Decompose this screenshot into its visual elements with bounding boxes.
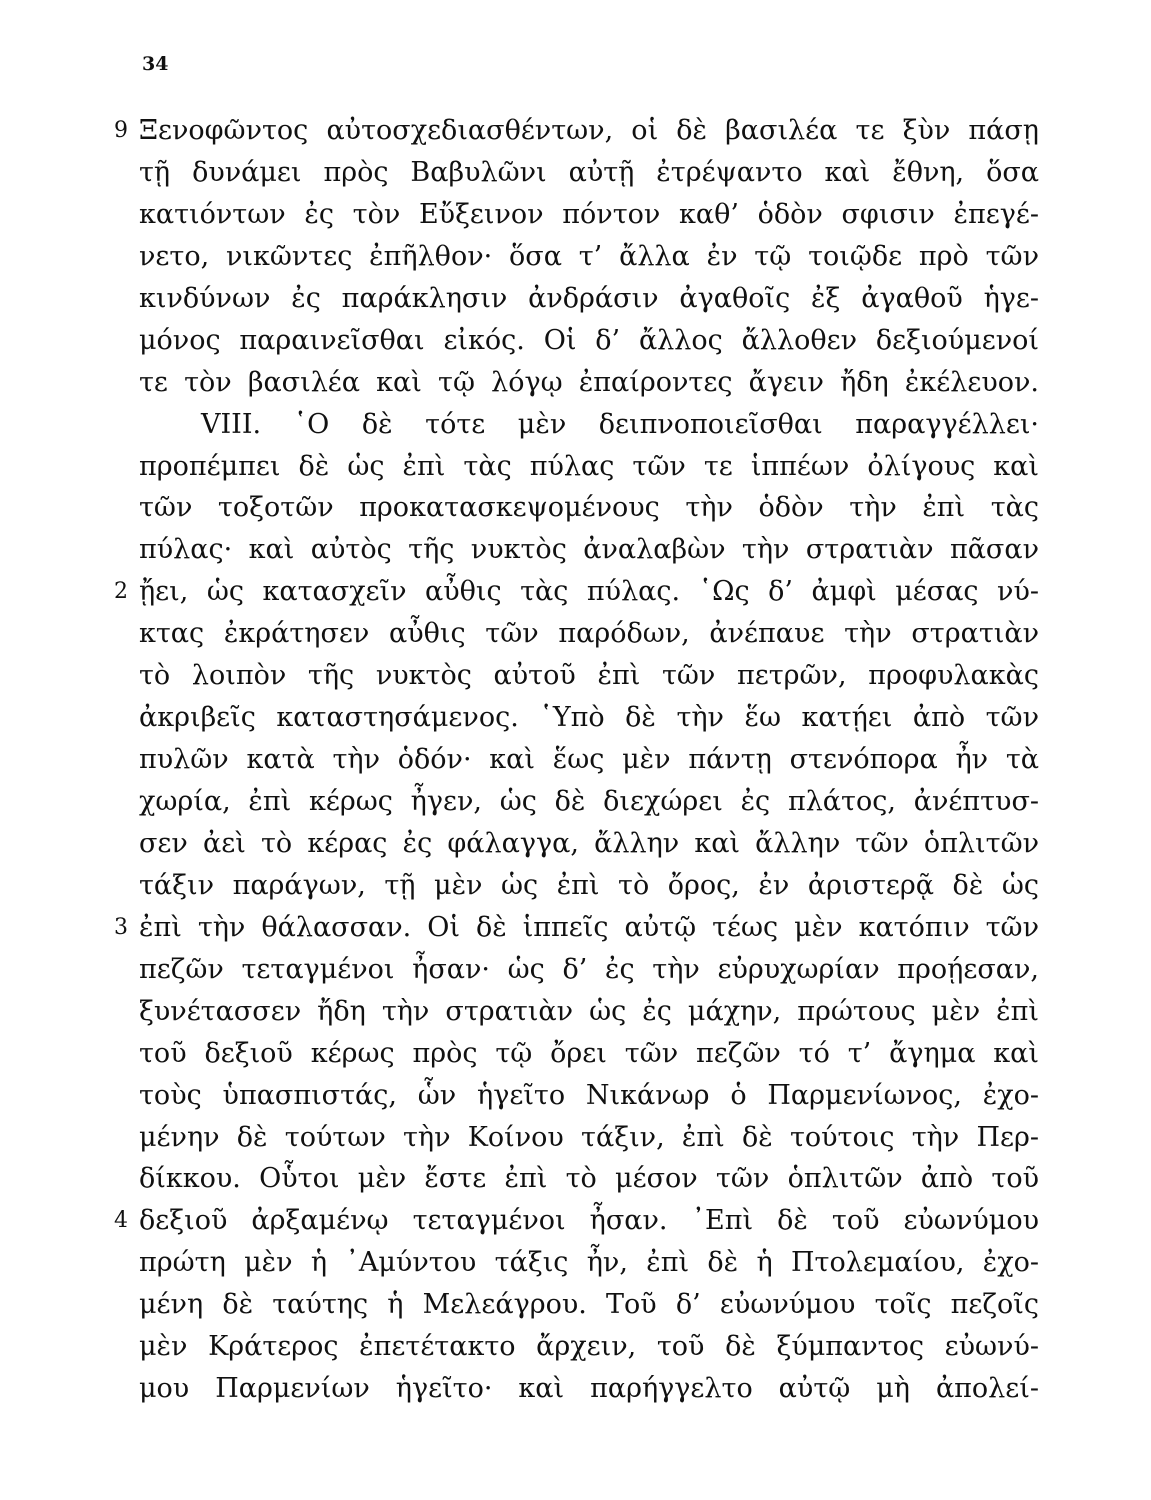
line-text: ἐπὶ τὴν θάλασσαν. Οἱ δὲ ἱππεῖς αὐτῷ τέως μὲν κατόπιν τῶν [139,911,1039,943]
text-line [139,1117,1039,1159]
line-text: κτας ἐκράτησεν αὖθις τῶν παρόδων, ἀνέπαυε τὴν στρατιὰν [139,618,1039,650]
text-line [139,236,1039,278]
text-line [139,613,1039,655]
text-line [139,529,1039,571]
line-text: VIII. ῾Ο δὲ τότε μὲν δειπνοποιεῖσθαι παραγγέλλει· [201,408,1039,440]
line-text: τῇ δυνάμει πρὸς Βαβυλῶνι αὐτῇ ἐτρέψαντο καὶ ἔθνη, ὅσα [139,156,1039,188]
line-text: δεξιοῦ ἀρξαμένῳ τεταγμένοι ἦσαν. ᾿Επὶ δὲ τοῦ εὐωνύμου [139,1205,1039,1237]
text-line [139,1158,1039,1200]
page-number: 34 [142,53,169,75]
text-line [139,655,1039,697]
line-text: τῶν τοξοτῶν προκατασκεψομένους τὴν ὁδὸν τὴν ἐπὶ τὰς [139,492,1039,524]
section-number: 9 [114,118,128,143]
text-line [139,194,1039,236]
text-line [114,907,1039,949]
text-line [139,278,1039,320]
text-line [139,991,1039,1033]
line-text: ξυνέτασσεν ἤδη τὴν στρατιὰν ὡς ἐς μάχην, πρώτους μὲν ἐπὶ [139,995,1039,1027]
line-text: χωρία, ἐπὶ κέρως ἦγεν, ὡς δὲ διεχώρει ἐς πλάτος, ἀνέπτυσ- [139,786,1039,817]
text-line [114,1200,1039,1242]
text-line [139,865,1039,907]
text-line [139,1033,1039,1075]
line-text: μένην δὲ τούτων τὴν Κοίνου τάξιν, ἐπὶ δὲ τούτοις τὴν Περ- [139,1121,1039,1153]
text-line [139,1284,1039,1326]
text-line [139,697,1039,739]
line-text: κατιόντων ἐς τὸν Εὔξεινον πόντον καθ’ ὁδὸν σφισιν ἐπεγέ- [139,198,1039,230]
text-line [139,487,1039,529]
line-text: ᾔει, ὡς κατασχεῖν αὖθις τὰς πύλας. ῾Ως δ’ ἀμφὶ μέσας νύ- [139,576,1039,608]
line-text: σεν ἀεὶ τὸ κέρας ἐς φάλαγγα, ἄλλην καὶ ἄλλην τῶν ὁπλιτῶν [139,827,1039,859]
line-text: πεζῶν τεταγμένοι ἦσαν· ὡς δ’ ἐς τὴν εὐρυχωρίαν προῄεσαν, [139,953,1039,985]
text-line [139,949,1039,991]
line-text: ἀκριβεῖς καταστησάμενος. ῾Υπὸ δὲ τὴν ἕω κατῄει ἀπὸ τῶν [139,702,1039,734]
text-line [139,1368,1039,1410]
line-text: μόνος παραινεῖσθαι εἰκός. Οἱ δ’ ἄλλος ἄλλοθεν δεξιούμενοί [139,324,1039,356]
line-text: Ξενοφῶντος αὐτοσχεδιασθέντων, οἱ δὲ βασιλέα τε ξὺν πάσῃ [139,115,1039,146]
text-line [139,404,1039,446]
line-text: τάξιν παράγων, τῇ μὲν ὡς ἐπὶ τὸ ὄρος, ἐν ἀριστερᾷ δὲ ὡς [139,869,1039,901]
text-line [139,362,1039,404]
section-number: 3 [114,914,128,940]
line-text: μου Παρμενίων ἡγεῖτο· καὶ παρήγγελτο αὐτῷ μὴ ἀπολεί- [139,1373,1039,1405]
text-line [114,110,1039,152]
line-text: πρώτη μὲν ἡ ᾿Αμύντου τάξις ἦν, ἐπὶ δὲ ἡ Πτολεμαίου, ἐχο- [139,1247,1039,1279]
text-line [139,152,1039,194]
line-text: πυλῶν κατὰ τὴν ὁδόν· καὶ ἕως μὲν πάντῃ στενόπορα ἦν τὰ [139,744,1039,776]
line-text: τὸ λοιπὸν τῆς νυκτὸς αὐτοῦ ἐπὶ τῶν πετρῶν, προφυλακὰς [139,660,1039,692]
line-text: δίκκου. Οὗτοι μὲν ἔστε ἐπὶ τὸ μέσον τῶν ὁπλιτῶν ἀπὸ τοῦ [139,1163,1039,1195]
text-line [139,1075,1039,1117]
line-text: μένη δὲ ταύτης ἡ Μελεάγρου. Τοῦ δ’ εὐωνύμου τοῖς πεζοῖς [139,1289,1039,1321]
text-line [139,823,1039,865]
section-number: 4 [114,1208,128,1234]
line-text: μὲν Κράτερος ἐπετέτακτο ἄρχειν, τοῦ δὲ ξύμπαντος εὐωνύ- [139,1331,1039,1363]
text-line [114,571,1039,613]
greek-text-body [114,110,1039,1410]
text-line [139,1326,1039,1368]
line-text: προπέμπει δὲ ὡς ἐπὶ τὰς πύλας τῶν τε ἱππέων ὀλίγους καὶ [139,450,1039,482]
line-text: τοὺς ὑπασπιστάς, ὧν ἡγεῖτο Νικάνωρ ὁ Παρμενίωνος, ἐχο- [139,1079,1039,1111]
section-number: 2 [114,579,128,605]
text-line [139,446,1039,488]
text-line [139,739,1039,781]
text-line [139,781,1039,823]
text-line [139,1242,1039,1284]
line-text: πύλας· καὶ αὐτὸς τῆς νυκτὸς ἀναλαβὼν τὴν στρατιὰν πᾶσαν [139,534,1039,566]
line-text: τε τὸν βασιλέα καὶ τῷ λόγῳ ἐπαίροντες ἄγειν ἤδη ἐκέλευον. [139,366,1039,398]
line-text: νετο, νικῶντες ἐπῆλθον· ὅσα τ’ ἄλλα ἐν τῷ τοιῷδε πρὸ τῶν [139,240,1039,272]
line-text: κινδύνων ἐς παράκλησιν ἀνδράσιν ἀγαθοῖς ἐξ ἀγαθοῦ ἡγε- [139,282,1039,314]
text-line [139,320,1039,362]
line-text: τοῦ δεξιοῦ κέρως πρὸς τῷ ὄρει τῶν πεζῶν τό τ’ ἄγημα καὶ [139,1037,1039,1069]
